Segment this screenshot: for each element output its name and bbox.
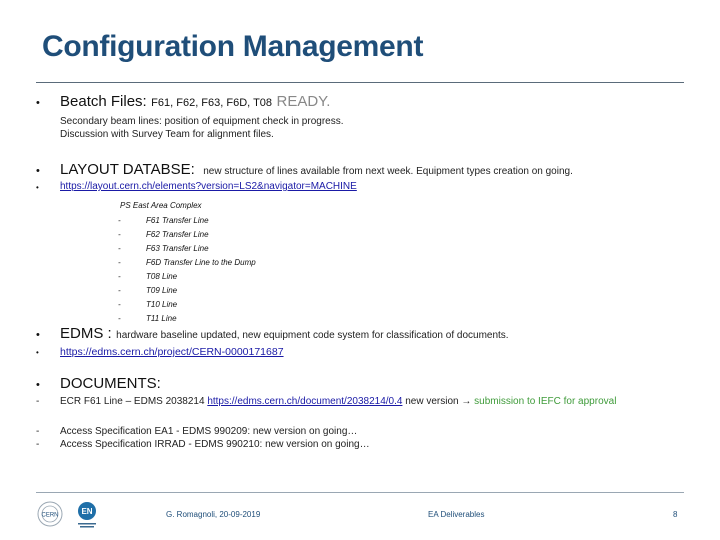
dash: -	[36, 396, 40, 407]
arrow-icon: →	[461, 396, 472, 407]
list-item: - T08 Line	[118, 272, 178, 281]
edms-link[interactable]: https://edms.cern.ch/project/CERN-0000171687	[60, 346, 284, 358]
bullet: •	[36, 183, 39, 192]
documents-heading: DOCUMENTS:	[60, 375, 161, 392]
ecr-text: ECR F61 Line – EDMS 2038214	[60, 396, 205, 407]
layout-heading: LAYOUT DATABSE:	[60, 161, 195, 178]
edms-desc: hardware baseline updated, new equipment code system for classification of documents.	[116, 330, 509, 341]
list-item: - T09 Line	[118, 286, 178, 295]
list-item: - F6D Transfer Line to the Dump	[118, 258, 256, 267]
ecr-row	[60, 396, 616, 407]
layout-link[interactable]: https://layout.cern.ch/elements?version=LS2&navigator=MACHINE	[60, 181, 357, 192]
cern-logo	[36, 500, 64, 528]
svg-text:EN: EN	[81, 507, 93, 516]
dash: -	[36, 426, 40, 437]
footer-author: G. Romagnoli, 20-09-2019	[166, 510, 261, 519]
page-number: 8	[673, 510, 678, 519]
beatch-heading: Beatch Files:	[60, 93, 147, 110]
list-item: - T10 Line	[118, 300, 178, 309]
beatch-row	[60, 93, 330, 111]
layout-desc: new structure of lines available from next week. Equipment types creation on going.	[203, 166, 573, 177]
title-divider	[36, 82, 684, 83]
edms-row	[60, 325, 509, 343]
dash: -	[36, 439, 40, 450]
list-item: - F61 Transfer Line	[118, 216, 209, 225]
bullet: •	[36, 379, 40, 391]
footer-divider	[36, 492, 684, 493]
spec-1: Access Specification EA1 - EDMS 990209: new version on going…	[60, 426, 358, 437]
beatch-files: F61, F62, F63, F6D, T08	[151, 97, 273, 109]
beatch-status: READY.	[276, 93, 331, 110]
list-item: - F62 Transfer Line	[118, 230, 209, 239]
list-item: - F63 Transfer Line	[118, 244, 209, 253]
transfer-lines-list	[118, 213, 256, 325]
bullet: •	[36, 348, 39, 357]
ecr-link[interactable]: https://edms.cern.ch/document/2038214/0.4	[207, 396, 403, 407]
page-title: Configuration Management	[42, 30, 424, 63]
bullet: •	[36, 329, 40, 341]
beatch-line-2: Discussion with Survey Team for alignment files.	[60, 129, 274, 140]
spec-2: Access Specification IRRAD - EDMS 990210: new version on going…	[60, 439, 370, 450]
complex-title: PS East Area Complex	[120, 201, 202, 210]
ecr-green: submission to IEFC for approval	[474, 396, 617, 407]
bullet: •	[36, 97, 40, 109]
beatch-line-1: Secondary beam lines: position of equipment check in progress.	[60, 116, 344, 127]
edms-heading: EDMS :	[60, 325, 112, 342]
footer-center: EA Deliverables	[428, 510, 485, 519]
bullet: •	[36, 165, 40, 177]
list-item: - T11 Line	[118, 314, 177, 323]
en-logo	[72, 500, 102, 530]
ecr-after: new version	[405, 396, 459, 407]
svg-text:CERN: CERN	[41, 512, 59, 519]
layout-row	[60, 161, 573, 179]
